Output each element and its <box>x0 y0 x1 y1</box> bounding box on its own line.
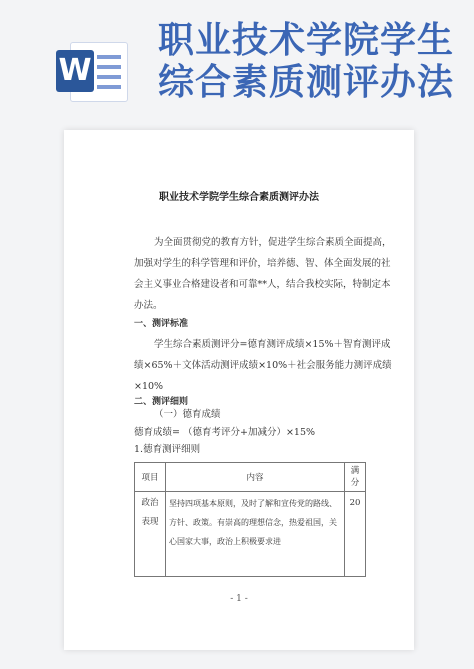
document-line <box>97 75 121 79</box>
header-banner <box>0 0 474 120</box>
table-header-item: 项目 <box>135 463 166 492</box>
page-number: - 1 - <box>230 594 248 604</box>
document-line <box>97 65 121 69</box>
table-header-content: 内容 <box>166 463 345 492</box>
word-icon <box>56 40 126 100</box>
document-page <box>64 130 414 650</box>
document-line <box>97 55 121 59</box>
table-cell-score: 20 <box>345 492 366 577</box>
evaluation-table <box>134 462 366 577</box>
document-line <box>97 85 121 89</box>
detail-heading: 1.德育测评细则 <box>134 444 201 455</box>
section-1-heading: 一、测评标准 <box>134 319 189 329</box>
table-cell-item: 政治表现 <box>135 492 166 577</box>
banner-title <box>158 20 458 104</box>
table-header-score: 满分 <box>345 463 366 492</box>
banner-title-line-2: 综合素质测评办法 <box>158 62 455 103</box>
table-header-row <box>135 463 366 492</box>
section-1-text: 学生综合素质测评分=德育测评成绩×15%＋智育测评成绩×65%＋文体活动测评成绩×10%＋社会服务能力测评成绩×10% <box>134 339 392 392</box>
table-row <box>135 492 366 577</box>
word-logo-letter: W <box>56 50 94 92</box>
intro-paragraph: 为全面贯彻党的教育方针，促进学生综合素质全面提高，加强对学生的科学管理和评价，培养德、智、体全面发展的社会主义事业合格建设者和可靠**人，结合我校实际，特制定本办法。 <box>134 237 392 311</box>
document-title: 职业技术学院学生综合素质测评办法 <box>159 192 319 203</box>
banner-title-line-1: 职业技术学院学生 <box>158 20 455 61</box>
section-2-heading: 二、测评细则 <box>134 397 189 407</box>
table-cell-content: 坚持四项基本原则，及时了解和宣传党的路线、方针、政策。有崇高的理想信念，热爱祖国，关心国家大事，政治上积极要求进 <box>166 492 345 577</box>
formula-text: 德育成绩= （德育考评分+加减分）×15% <box>134 427 316 438</box>
subsection-heading: （一）德育成绩 <box>154 409 221 420</box>
